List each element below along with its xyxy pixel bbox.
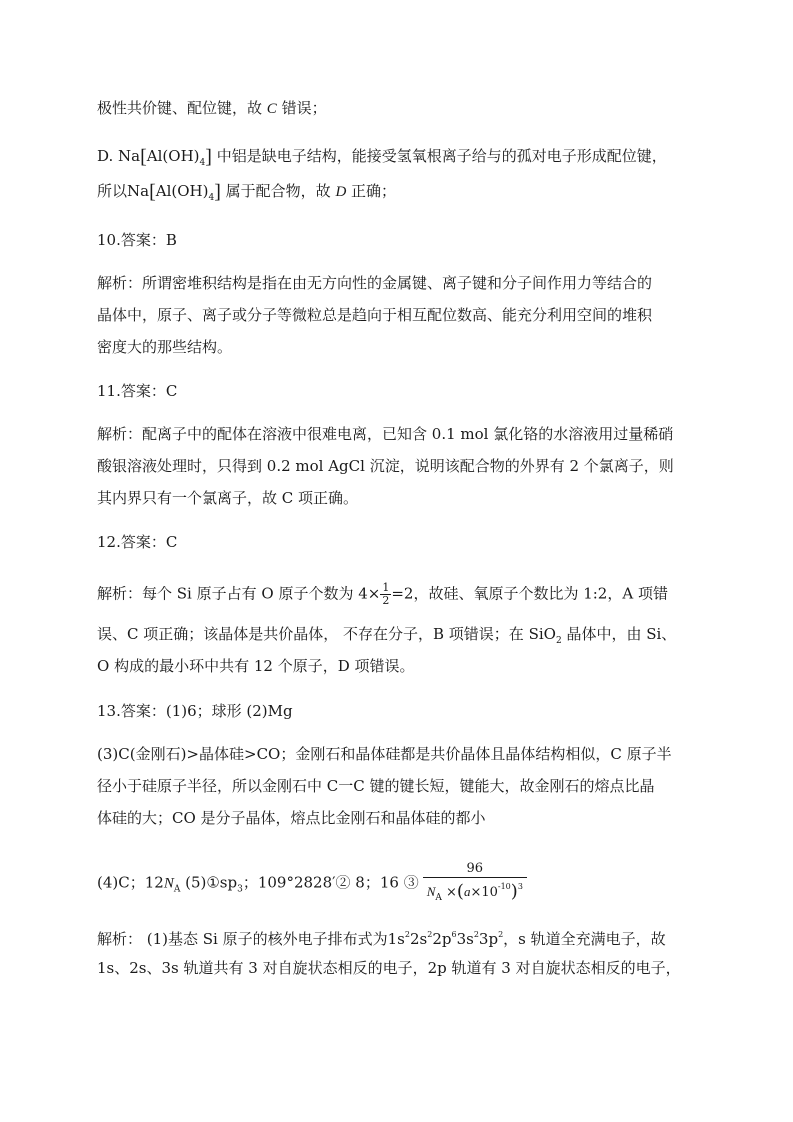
- bracket-left: [: [140, 146, 147, 168]
- text-line: [97, 582, 668, 607]
- answer-heading: 13.答案：(1)6；球形 (2)Mg: [97, 702, 293, 720]
- answer-heading: 11.答案：C: [97, 382, 178, 400]
- fraction-denominator: [423, 878, 527, 907]
- text-line: 密度大的那些结构。: [97, 338, 233, 356]
- formula-text: Al: [155, 182, 172, 200]
- superscript: 2: [498, 930, 504, 939]
- text-line: [97, 145, 667, 173]
- formula-text: (OH): [171, 182, 209, 200]
- text-line: 酸银溶液处理时，只得到 0.2 mol AgCl 沉淀，说明该配合物的外界有 2 个氯离子，则: [97, 457, 674, 475]
- text-span: 错误；: [276, 99, 327, 117]
- superscript: -10: [497, 882, 511, 891]
- subscript: A: [173, 884, 181, 895]
- option-letter: D: [335, 184, 347, 200]
- superscript: 6: [451, 930, 457, 939]
- subscript: 4: [208, 193, 215, 203]
- text-span: ×: [441, 885, 457, 900]
- text-line: [97, 98, 327, 119]
- avogadro-symbol: N: [426, 884, 436, 899]
- text-span: 晶体中，由 Si、: [561, 625, 677, 643]
- text-span: ，s 轨道全充满电子，故: [503, 930, 666, 948]
- text-span: 解析： (1)基态 Si 原子的核外电子排布式为1s: [97, 930, 405, 948]
- text-span: 2p: [432, 930, 452, 948]
- subscript: A: [435, 893, 442, 903]
- text-line: 解析：配离子中的配体在溶液中很难电离，已知含 0.1 mol 氯化铬的水溶液用过量稀硝: [97, 425, 674, 443]
- subscript: 3: [237, 884, 243, 895]
- paren-left: (: [456, 881, 464, 902]
- text-line: 其内界只有一个氯离子，故 C 项正确。: [97, 489, 359, 507]
- bracket-right: ]: [214, 181, 221, 203]
- formula-text: 所以Na: [97, 182, 150, 200]
- text-span: (4)C；12: [97, 873, 164, 892]
- text-span: 极性共价键、配位键，故: [97, 99, 267, 117]
- text-span: 误、C 项正确；该晶体是共价晶体， 不存在分子，B 项错误；在 SiO: [97, 625, 556, 643]
- subscript: 2: [555, 636, 562, 646]
- text-span: 3p: [478, 930, 499, 948]
- text-line: [97, 925, 666, 949]
- formula-text: Al: [146, 147, 163, 165]
- formula-text: D. Na: [97, 147, 141, 165]
- text-line: O 构成的最小环中共有 12 个原子，D 项错误。: [97, 657, 415, 675]
- text-span: 解析：每个 Si 原子占有 O 原子个数为 4×: [97, 584, 381, 603]
- option-letter: C: [266, 101, 277, 117]
- bracket-left: [: [149, 181, 156, 203]
- text-span: 2s: [409, 930, 428, 948]
- text-span: 属于配合物，故: [220, 182, 336, 200]
- superscript: 2: [427, 930, 433, 939]
- superscript: 3: [517, 882, 523, 891]
- text-span: (5)①sp: [180, 873, 238, 892]
- bracket-right: ]: [205, 146, 212, 168]
- text-span: 中铝是缺电子结构，能接受氢氧根离子给与的孤对电子形成配位键，: [211, 147, 667, 165]
- subscript: 4: [199, 158, 206, 168]
- text-span: ；109°2828′② 8；16 ③: [242, 873, 419, 892]
- text-line: 解析：所谓密堆积结构是指在由无方向性的金属键、离子键和分子间作用力等结合的: [97, 274, 653, 292]
- superscript: 2: [404, 930, 410, 939]
- answer-heading: 12.答案：C: [97, 533, 178, 551]
- fraction-numerator: 96: [423, 860, 527, 878]
- text-line: 晶体中，原子、离子或分子等微粒总是趋向于相互配位数高、能充分利用空间的堆积: [97, 306, 653, 324]
- text-line: 径小于硅原子半径，所以金刚石中 C一C 键的键长短，键能大，故金刚石的熔点比晶: [97, 777, 655, 795]
- text-line: 1s、2s、3s 轨道共有 3 对自旋状态相反的电子，2p 轨道有 3 对自旋状态相反的电子，: [97, 959, 681, 977]
- text-span: 正确；: [346, 182, 397, 200]
- text-line: [97, 624, 676, 651]
- text-span: 3s: [456, 930, 474, 948]
- density-fraction: [423, 860, 527, 907]
- text-line: 体硅的大；CO 是分子晶体，熔点比金刚石和晶体硅的都小: [97, 809, 486, 827]
- text-line: [97, 180, 396, 208]
- superscript: 2: [473, 930, 479, 939]
- fraction: [380, 582, 391, 607]
- text-span: =2，故硅、氧原子个数比为 1:2，A 项错: [391, 584, 668, 603]
- formula-text: (OH): [162, 147, 200, 165]
- lattice-constant: a: [463, 884, 471, 899]
- avogadro-symbol: N: [163, 875, 174, 892]
- fraction-denominator: 2: [382, 594, 390, 607]
- text-line: [97, 860, 527, 907]
- text-line: (3)C(金刚石)>晶体硅>CO；金刚石和晶体硅都是共价晶体且晶体结构相似，C 原子半: [97, 745, 672, 763]
- paren-right: ): [510, 881, 518, 902]
- fraction-numerator: 1: [382, 581, 390, 594]
- text-span: ×10: [470, 885, 498, 900]
- answer-heading: 10.答案：B: [97, 231, 177, 249]
